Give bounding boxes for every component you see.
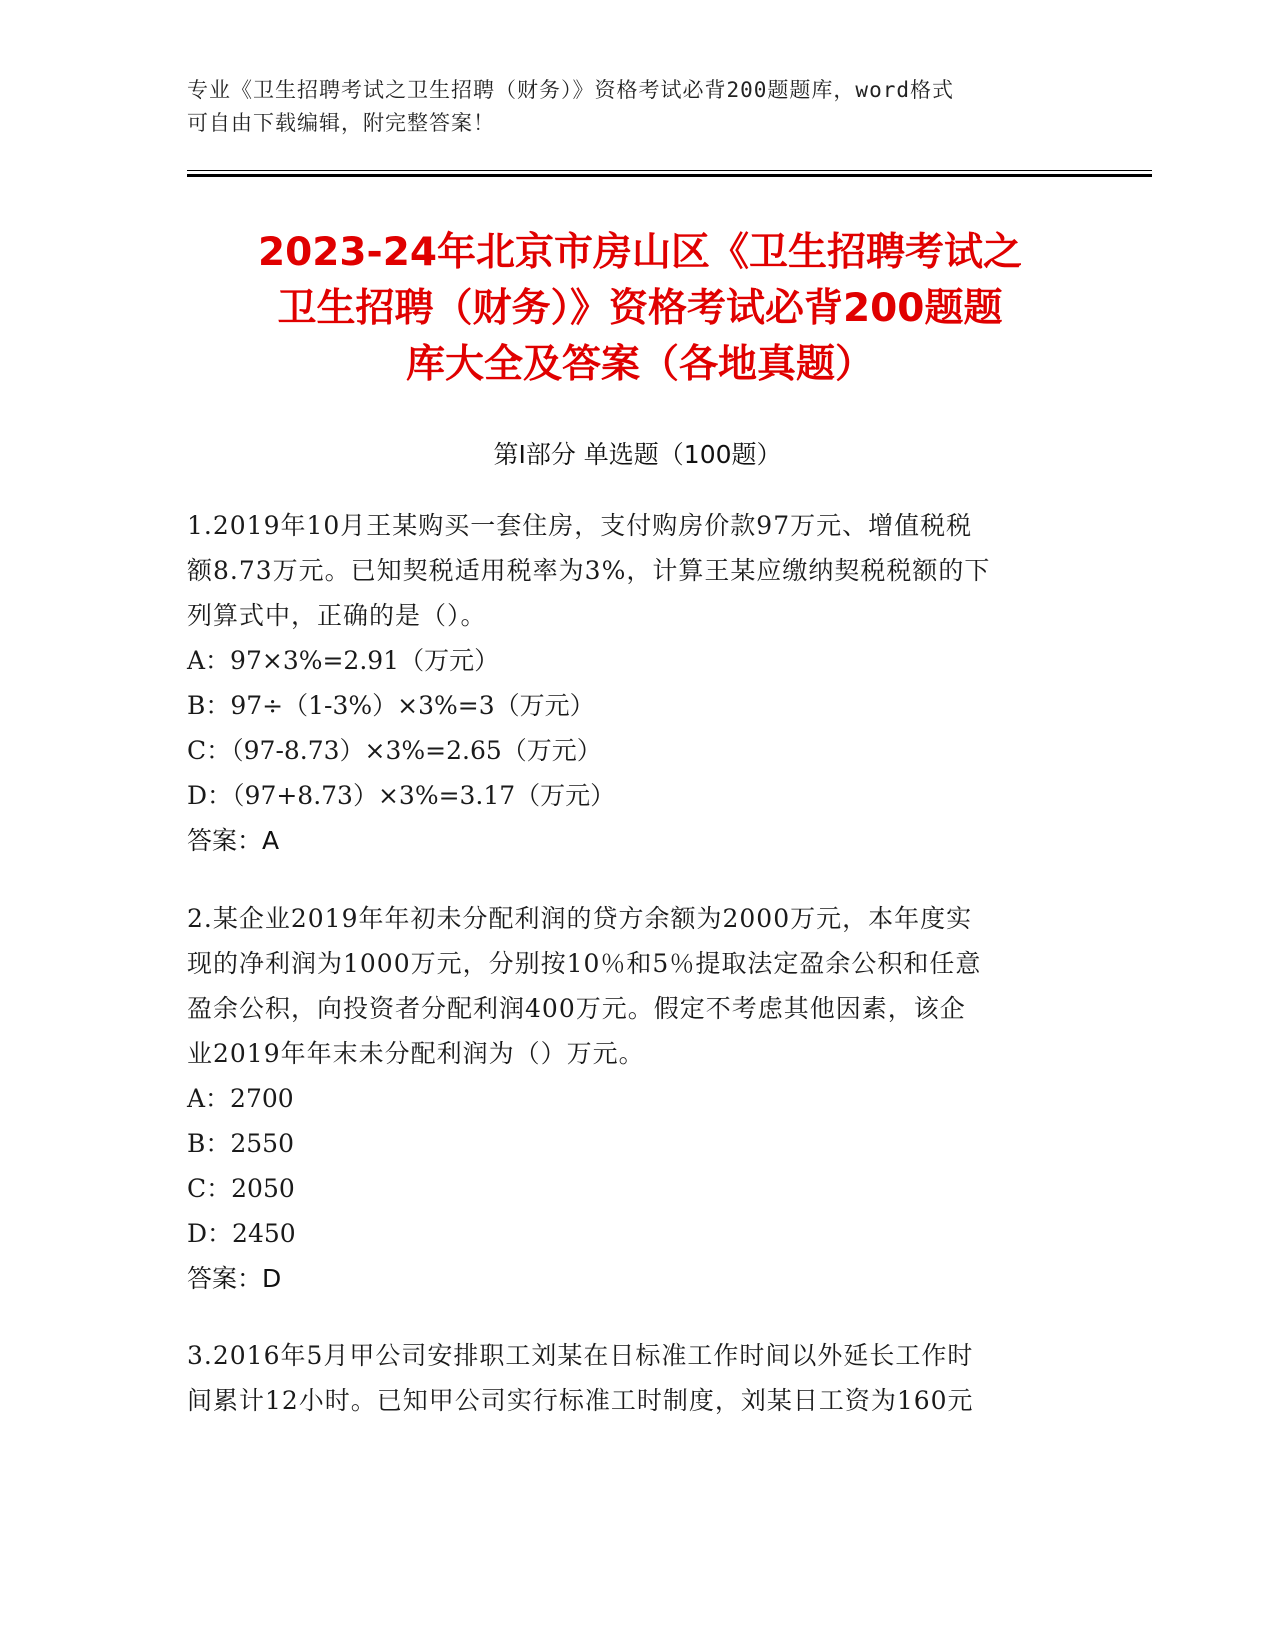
document-title-line-2: 卫生招聘（财务）》资格考试必背200题题 bbox=[277, 286, 1003, 331]
option-a: A：97×3%=2.91（万元） bbox=[187, 646, 500, 675]
answer: 答案：D bbox=[187, 1264, 282, 1293]
header-note bbox=[187, 74, 1087, 140]
section-heading: 第Ⅰ部分 单选题（100题） bbox=[493, 440, 782, 469]
option-a: A：2700 bbox=[187, 1084, 294, 1113]
option-d: D：2450 bbox=[187, 1219, 296, 1248]
document-title-line-3: 库大全及答案（各地真题） bbox=[405, 342, 874, 387]
question-text-line: 2.某企业2019年年初未分配利润的贷方余额为2000万元，本年度实 bbox=[187, 904, 973, 933]
option-b: B：97÷（1-3%）×3%=3（万元） bbox=[187, 691, 595, 720]
header-note-line-1: 专业《卫生招聘考试之卫生招聘（财务）》资格考试必背200题题库，word格式 bbox=[187, 78, 954, 102]
option-c: C：2050 bbox=[187, 1174, 295, 1203]
option-d: D：（97+8.73）×3%=3.17（万元） bbox=[187, 781, 616, 810]
question-text-line: 3.2016年5月甲公司安排职工刘某在日标准工作时间以外延长工作时 bbox=[187, 1341, 974, 1370]
question-text-line: 额8.73万元。已知契税适用税率为3%，计算王某应缴纳契税税额的下 bbox=[187, 556, 991, 585]
question-text-line: 盈余公积，向投资者分配利润400万元。假定不考虑其他因素，该企 bbox=[187, 994, 966, 1023]
option-b: B：2550 bbox=[187, 1129, 294, 1158]
question-1 bbox=[187, 503, 1087, 863]
question-text-line: 列算式中，正确的是（）。 bbox=[187, 601, 487, 630]
header-divider-thin bbox=[187, 170, 1152, 171]
question-text-line: 现的净利润为1000万元，分别按10％和5％提取法定盈余公积和任意 bbox=[187, 949, 982, 978]
question-text-line: 间累计12小时。已知甲公司实行标准工时制度，刘某日工资为160元 bbox=[187, 1386, 974, 1415]
document-title-line-1: 2023-24年北京市房山区《卫生招聘考试之 bbox=[257, 230, 1022, 275]
option-c: C：（97-8.73）×3%=2.65（万元） bbox=[187, 736, 602, 765]
answer: 答案：A bbox=[187, 826, 280, 855]
question-text-line: 1.2019年10月王某购买一套住房，支付购房价款97万元、增值税税 bbox=[187, 511, 973, 540]
question-2 bbox=[187, 896, 1087, 1301]
document-title bbox=[190, 225, 1090, 393]
header-note-line-2: 可自由下载编辑，附完整答案！ bbox=[187, 111, 495, 135]
header-divider-thick bbox=[187, 174, 1152, 177]
question-3 bbox=[187, 1333, 1087, 1423]
question-text-line: 业2019年年末未分配利润为（）万元。 bbox=[187, 1039, 645, 1068]
